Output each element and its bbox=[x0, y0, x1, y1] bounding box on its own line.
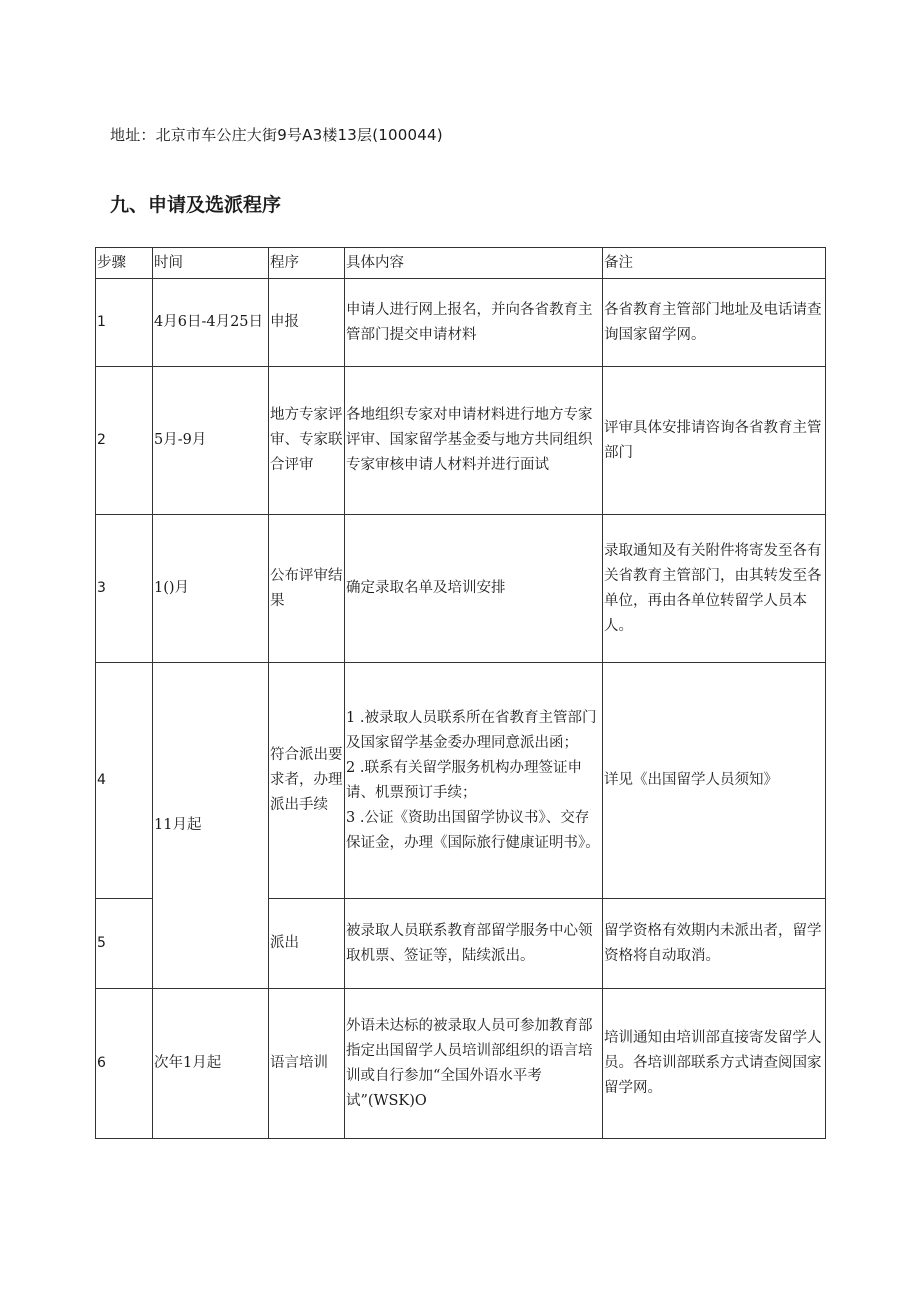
procedure-cell: 申报 bbox=[269, 279, 345, 367]
step-cell: 2 bbox=[96, 367, 153, 515]
table-row bbox=[96, 279, 826, 367]
time-cell: 11月起 bbox=[153, 663, 269, 989]
table-row bbox=[96, 663, 826, 899]
table-row bbox=[96, 367, 826, 515]
content-cell: 被录取人员联系教育部留学服务中心领取机票、签证等，陆续派出。 bbox=[345, 899, 603, 989]
note-cell: 评审具体安排请咨询各省教育主管部门 bbox=[603, 367, 826, 515]
section-title: 九、申请及选派程序 bbox=[110, 194, 282, 216]
time-cell: 1()月 bbox=[153, 515, 269, 663]
note-cell: 录取通知及有关附件将寄发至各有关省教育主管部门，由其转发至各单位，再由各单位转留学人员本人。 bbox=[603, 515, 826, 663]
note-cell: 留学资格有效期内未派出者，留学资格将自动取消。 bbox=[603, 899, 826, 989]
content-cell: 外语未达标的被录取人员可参加教育部指定出国留学人员培训部组织的语言培训或自行参加“全国外语水平考试”(WSK)O bbox=[345, 989, 603, 1139]
header-content: 具体内容 bbox=[345, 248, 603, 279]
procedure-cell: 派出 bbox=[269, 899, 345, 989]
header-procedure: 程序 bbox=[269, 248, 345, 279]
table-row bbox=[96, 989, 826, 1139]
step-cell: 1 bbox=[96, 279, 153, 367]
content-item: 2 .联系有关留学服务机构办理签证申请、机票预订手续； bbox=[346, 759, 582, 801]
step-cell: 5 bbox=[96, 899, 153, 989]
procedure-cell: 公布评审结果 bbox=[269, 515, 345, 663]
content-cell bbox=[345, 663, 603, 899]
step-cell: 3 bbox=[96, 515, 153, 663]
note-cell: 详见《出国留学人员须知》 bbox=[603, 663, 826, 899]
table-header-row bbox=[96, 248, 826, 279]
procedure-cell: 地方专家评审、专家联合评审 bbox=[269, 367, 345, 515]
address-line: 地址：北京市车公庄大街9号A3楼13层(100044) bbox=[110, 126, 443, 144]
header-note: 备注 bbox=[603, 248, 826, 279]
time-cell: 次年1月起 bbox=[153, 989, 269, 1139]
time-cell: 5月-9月 bbox=[153, 367, 269, 515]
header-step: 步骤 bbox=[96, 248, 153, 279]
content-cell: 确定录取名单及培训安排 bbox=[345, 515, 603, 663]
header-time: 时间 bbox=[153, 248, 269, 279]
note-cell: 培训通知由培训部直接寄发留学人员。各培训部联系方式请查阅国家留学网。 bbox=[603, 989, 826, 1139]
procedure-cell: 符合派出要求者，办理派出手续 bbox=[269, 663, 345, 899]
step-cell: 6 bbox=[96, 989, 153, 1139]
content-cell: 各地组织专家对申请材料进行地方专家评审、国家留学基金委与地方共同组织专家审核申请人材料并进行面试 bbox=[345, 367, 603, 515]
content-item: 3 .公证《资助出国留学协议书》、交存保证金，办理《国际旅行健康证明书》。 bbox=[346, 809, 600, 851]
procedure-table bbox=[95, 247, 826, 1139]
time-cell: 4月6日-4月25日 bbox=[153, 279, 269, 367]
table-row bbox=[96, 515, 826, 663]
step-cell: 4 bbox=[96, 663, 153, 899]
content-cell: 申请人进行网上报名，并向各省教育主管部门提交申请材料 bbox=[345, 279, 603, 367]
procedure-cell: 语言培训 bbox=[269, 989, 345, 1139]
note-cell: 各省教育主管部门地址及电话请查询国家留学网。 bbox=[603, 279, 826, 367]
content-item: 1 .被录取人员联系所在省教育主管部门及国家留学基金委办理同意派出函； bbox=[346, 709, 597, 751]
